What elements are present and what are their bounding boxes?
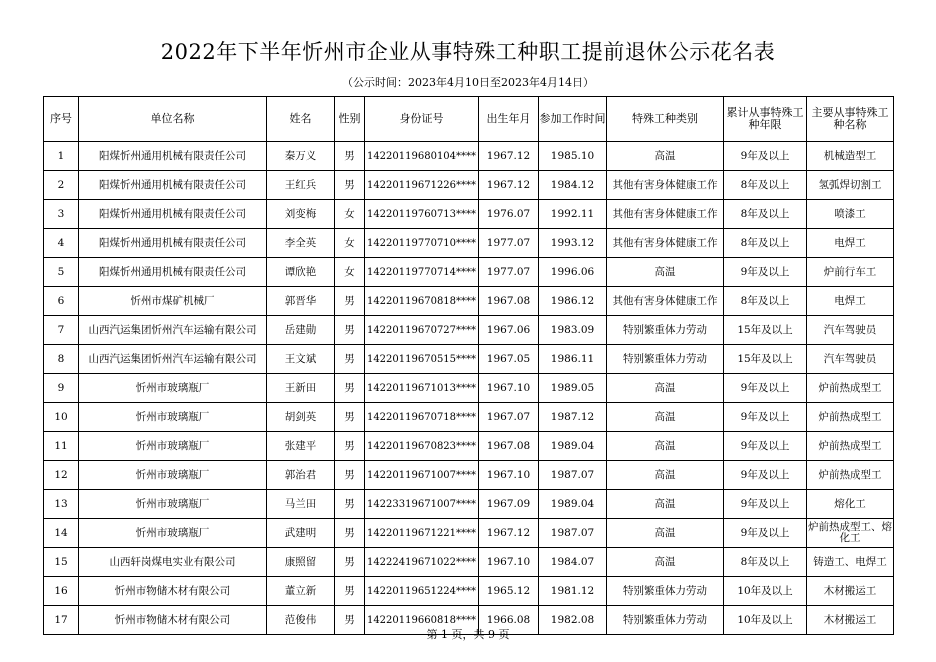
table-row	[44, 171, 894, 200]
cell-job: 汽车驾驶员	[807, 316, 894, 345]
cell-category: 高温	[607, 142, 724, 171]
cell-unit: 忻州市物储木材有限公司	[79, 577, 267, 606]
cell-gender: 男	[335, 287, 365, 316]
cell-birth: 1966.08	[479, 606, 539, 635]
cell-birth: 1967.07	[479, 403, 539, 432]
cell-gender: 男	[335, 606, 365, 635]
cell-unit: 忻州市物储木材有限公司	[79, 606, 267, 635]
cell-unit: 阳煤忻州通用机械有限责任公司	[79, 229, 267, 258]
cell-name: 刘变梅	[267, 200, 335, 229]
cell-name: 康照留	[267, 548, 335, 577]
cell-job: 炉前热成型工	[807, 374, 894, 403]
cell-id: 14220119760713****	[365, 200, 479, 229]
cell-unit: 忻州市玻璃瓶厂	[79, 490, 267, 519]
cell-years: 8年及以上	[724, 548, 807, 577]
cell-index: 13	[44, 490, 79, 519]
cell-years: 10年及以上	[724, 606, 807, 635]
cell-birth: 1967.09	[479, 490, 539, 519]
cell-job: 氢弧焊切割工	[807, 171, 894, 200]
cell-unit: 忻州市玻璃瓶厂	[79, 403, 267, 432]
cell-gender: 男	[335, 519, 365, 548]
cell-index: 4	[44, 229, 79, 258]
cell-work-start: 1987.07	[539, 519, 607, 548]
table-row	[44, 229, 894, 258]
cell-category: 其他有害身体健康工作	[607, 287, 724, 316]
cell-name: 王新田	[267, 374, 335, 403]
cell-index: 12	[44, 461, 79, 490]
cell-work-start: 1992.11	[539, 200, 607, 229]
cell-years: 9年及以上	[724, 461, 807, 490]
cell-index: 15	[44, 548, 79, 577]
cell-id: 14220119671221****	[365, 519, 479, 548]
cell-id: 14220119670718****	[365, 403, 479, 432]
cell-id: 14220119670818****	[365, 287, 479, 316]
cell-category: 其他有害身体健康工作	[607, 200, 724, 229]
cell-work-start: 1982.08	[539, 606, 607, 635]
cell-index: 11	[44, 432, 79, 461]
cell-birth: 1967.10	[479, 461, 539, 490]
cell-years: 9年及以上	[724, 432, 807, 461]
cell-years: 15年及以上	[724, 345, 807, 374]
cell-index: 14	[44, 519, 79, 548]
cell-work-start: 1989.05	[539, 374, 607, 403]
cell-name: 李全英	[267, 229, 335, 258]
cell-unit: 忻州市玻璃瓶厂	[79, 461, 267, 490]
cell-work-start: 1986.11	[539, 345, 607, 374]
table-row	[44, 316, 894, 345]
cell-gender: 男	[335, 403, 365, 432]
cell-id: 14220119651224****	[365, 577, 479, 606]
col-header-category: 特殊工种类别	[607, 97, 724, 142]
cell-index: 7	[44, 316, 79, 345]
cell-years: 8年及以上	[724, 287, 807, 316]
cell-name: 马兰田	[267, 490, 335, 519]
cell-birth: 1967.06	[479, 316, 539, 345]
table-row	[44, 577, 894, 606]
cell-name: 胡剑英	[267, 403, 335, 432]
cell-index: 5	[44, 258, 79, 287]
cell-gender: 男	[335, 374, 365, 403]
table-header-row	[44, 97, 894, 142]
col-header-index: 序号	[44, 97, 79, 142]
cell-birth: 1967.10	[479, 374, 539, 403]
cell-job: 汽车驾驶员	[807, 345, 894, 374]
cell-category: 高温	[607, 490, 724, 519]
cell-years: 8年及以上	[724, 200, 807, 229]
cell-gender: 男	[335, 142, 365, 171]
cell-name: 郭治君	[267, 461, 335, 490]
cell-years: 15年及以上	[724, 316, 807, 345]
cell-work-start: 1989.04	[539, 490, 607, 519]
cell-work-start: 1987.12	[539, 403, 607, 432]
cell-id: 14220119680104****	[365, 142, 479, 171]
cell-id: 14223319671007****	[365, 490, 479, 519]
page-footer: 第 1 页，共 9 页	[426, 628, 510, 641]
col-header-job: 主要从事特殊工种名称	[807, 97, 894, 142]
col-header-work-start: 参加工作时间	[539, 97, 607, 142]
cell-gender: 男	[335, 461, 365, 490]
cell-unit: 忻州市煤矿机械厂	[79, 287, 267, 316]
table-row	[44, 403, 894, 432]
cell-category: 高温	[607, 461, 724, 490]
cell-years: 10年及以上	[724, 577, 807, 606]
cell-index: 2	[44, 171, 79, 200]
cell-name: 岳建勋	[267, 316, 335, 345]
cell-work-start: 1987.07	[539, 461, 607, 490]
cell-work-start: 1983.09	[539, 316, 607, 345]
cell-job: 机械造型工	[807, 142, 894, 171]
cell-category: 特别繁重体力劳动	[607, 345, 724, 374]
cell-years: 9年及以上	[724, 142, 807, 171]
cell-name: 董立新	[267, 577, 335, 606]
cell-work-start: 1981.12	[539, 577, 607, 606]
table-row	[44, 258, 894, 287]
cell-id: 14220119671007****	[365, 461, 479, 490]
cell-birth: 1976.07	[479, 200, 539, 229]
cell-category: 特别繁重体力劳动	[607, 606, 724, 635]
cell-name: 王文斌	[267, 345, 335, 374]
cell-birth: 1967.12	[479, 171, 539, 200]
cell-category: 高温	[607, 432, 724, 461]
cell-id: 14220119770710****	[365, 229, 479, 258]
col-header-years: 累计从事特殊工种年限	[724, 97, 807, 142]
table-row	[44, 432, 894, 461]
table-row	[44, 490, 894, 519]
cell-index: 1	[44, 142, 79, 171]
cell-job: 炉前热成型工	[807, 461, 894, 490]
cell-index: 9	[44, 374, 79, 403]
col-header-unit: 单位名称	[79, 97, 267, 142]
cell-job: 电焊工	[807, 229, 894, 258]
cell-years: 9年及以上	[724, 490, 807, 519]
cell-name: 张建平	[267, 432, 335, 461]
cell-category: 特别繁重体力劳动	[607, 577, 724, 606]
cell-birth: 1967.10	[479, 548, 539, 577]
cell-category: 其他有害身体健康工作	[607, 229, 724, 258]
table-row	[44, 200, 894, 229]
cell-id: 14220119660818****	[365, 606, 479, 635]
roster-table	[43, 96, 894, 635]
cell-birth: 1967.05	[479, 345, 539, 374]
cell-name: 秦万义	[267, 142, 335, 171]
cell-category: 高温	[607, 519, 724, 548]
cell-years: 9年及以上	[724, 403, 807, 432]
cell-index: 17	[44, 606, 79, 635]
cell-name: 范俊伟	[267, 606, 335, 635]
page-title: 2022年下半年忻州市企业从事特殊工种职工提前退休公示花名表	[160, 40, 776, 64]
cell-work-start: 1989.04	[539, 432, 607, 461]
cell-job: 木材搬运工	[807, 577, 894, 606]
cell-category: 高温	[607, 548, 724, 577]
cell-job: 木材搬运工	[807, 606, 894, 635]
cell-id: 14220119770714****	[365, 258, 479, 287]
cell-unit: 山西轩岗煤电实业有限公司	[79, 548, 267, 577]
table-row	[44, 548, 894, 577]
cell-unit: 忻州市玻璃瓶厂	[79, 432, 267, 461]
cell-years: 8年及以上	[724, 229, 807, 258]
cell-gender: 男	[335, 577, 365, 606]
cell-id: 14222419671022****	[365, 548, 479, 577]
cell-job: 炉前热成型工	[807, 403, 894, 432]
cell-birth: 1977.07	[479, 229, 539, 258]
table-row	[44, 345, 894, 374]
cell-work-start: 1993.12	[539, 229, 607, 258]
cell-job: 炉前热成型工	[807, 432, 894, 461]
cell-gender: 男	[335, 345, 365, 374]
cell-years: 9年及以上	[724, 258, 807, 287]
cell-id: 14220119671226****	[365, 171, 479, 200]
cell-id: 14220119671013****	[365, 374, 479, 403]
cell-category: 特别繁重体力劳动	[607, 316, 724, 345]
table-row	[44, 287, 894, 316]
cell-birth: 1977.07	[479, 258, 539, 287]
cell-years: 9年及以上	[724, 519, 807, 548]
cell-birth: 1967.08	[479, 287, 539, 316]
table-row	[44, 374, 894, 403]
cell-unit: 忻州市玻璃瓶厂	[79, 374, 267, 403]
cell-gender: 男	[335, 316, 365, 345]
cell-gender: 男	[335, 432, 365, 461]
cell-birth: 1965.12	[479, 577, 539, 606]
cell-work-start: 1985.10	[539, 142, 607, 171]
cell-id: 14220119670823****	[365, 432, 479, 461]
cell-job: 喷漆工	[807, 200, 894, 229]
cell-work-start: 1986.12	[539, 287, 607, 316]
cell-work-start: 1996.06	[539, 258, 607, 287]
cell-work-start: 1984.07	[539, 548, 607, 577]
cell-name: 谭欣艳	[267, 258, 335, 287]
cell-gender: 女	[335, 200, 365, 229]
cell-work-start: 1984.12	[539, 171, 607, 200]
cell-category: 高温	[607, 403, 724, 432]
cell-unit: 阳煤忻州通用机械有限责任公司	[79, 142, 267, 171]
cell-index: 16	[44, 577, 79, 606]
cell-gender: 女	[335, 229, 365, 258]
cell-birth: 1967.12	[479, 142, 539, 171]
cell-unit: 山西汽运集团忻州汽车运输有限公司	[79, 345, 267, 374]
cell-job: 铸造工、电焊工	[807, 548, 894, 577]
col-header-birth: 出生年月	[479, 97, 539, 142]
cell-index: 8	[44, 345, 79, 374]
cell-years: 9年及以上	[724, 374, 807, 403]
cell-unit: 山西汽运集团忻州汽车运输有限公司	[79, 316, 267, 345]
cell-job: 熔化工	[807, 490, 894, 519]
cell-years: 8年及以上	[724, 171, 807, 200]
cell-unit: 忻州市玻璃瓶厂	[79, 519, 267, 548]
cell-job: 炉前热成型工、熔化工	[807, 519, 894, 548]
col-header-id: 身份证号	[365, 97, 479, 142]
cell-gender: 男	[335, 548, 365, 577]
cell-name: 王红兵	[267, 171, 335, 200]
cell-category: 高温	[607, 258, 724, 287]
col-header-name: 姓名	[267, 97, 335, 142]
table-row	[44, 142, 894, 171]
cell-category: 高温	[607, 374, 724, 403]
cell-unit: 阳煤忻州通用机械有限责任公司	[79, 258, 267, 287]
cell-unit: 阳煤忻州通用机械有限责任公司	[79, 171, 267, 200]
cell-index: 10	[44, 403, 79, 432]
cell-id: 14220119670727****	[365, 316, 479, 345]
cell-unit: 阳煤忻州通用机械有限责任公司	[79, 200, 267, 229]
publicity-period: （公示时间：2023年4月10日至2023年4月14日）	[342, 76, 594, 89]
cell-index: 6	[44, 287, 79, 316]
cell-birth: 1967.12	[479, 519, 539, 548]
col-header-gender: 性别	[335, 97, 365, 142]
cell-name: 武建明	[267, 519, 335, 548]
cell-category: 其他有害身体健康工作	[607, 171, 724, 200]
table-body	[44, 142, 894, 635]
cell-birth: 1967.08	[479, 432, 539, 461]
cell-gender: 男	[335, 171, 365, 200]
cell-id: 14220119670515****	[365, 345, 479, 374]
cell-job: 炉前行车工	[807, 258, 894, 287]
cell-gender: 女	[335, 258, 365, 287]
cell-gender: 男	[335, 490, 365, 519]
table-row	[44, 461, 894, 490]
cell-name: 郭晋华	[267, 287, 335, 316]
table-row	[44, 519, 894, 548]
cell-index: 3	[44, 200, 79, 229]
cell-job: 电焊工	[807, 287, 894, 316]
